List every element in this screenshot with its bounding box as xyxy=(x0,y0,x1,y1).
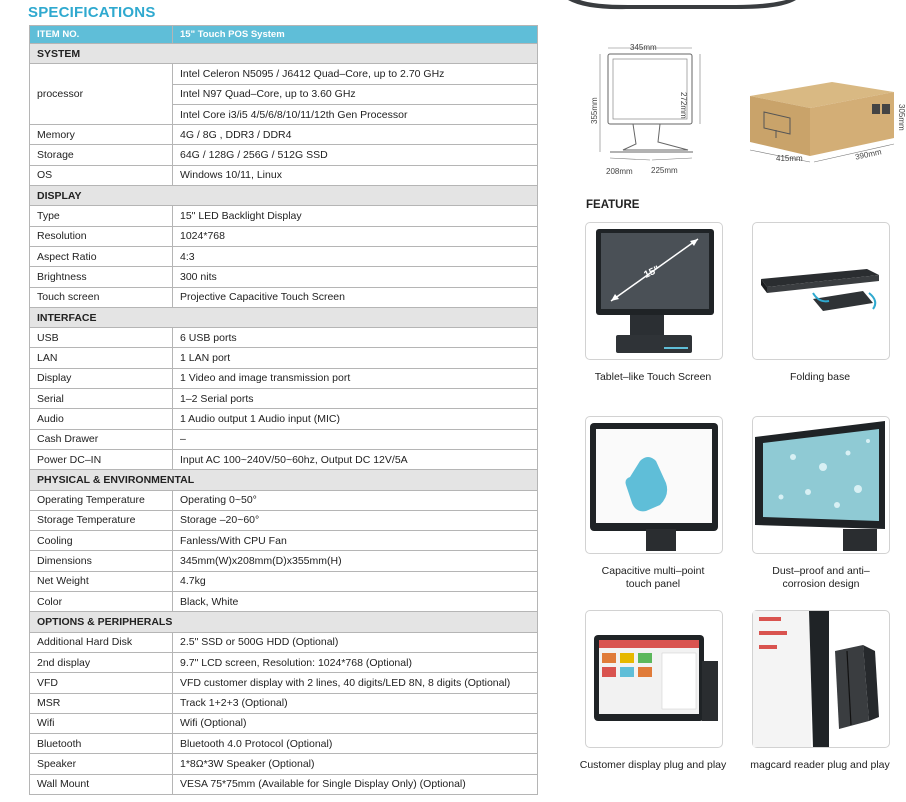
table-row xyxy=(30,206,538,226)
row-label: Resolution xyxy=(30,226,173,246)
section-interface: INTERFACE xyxy=(30,307,538,327)
table-row xyxy=(30,368,538,388)
page-title: SPECIFICATIONS xyxy=(28,4,156,21)
header-value: 15" Touch POS System xyxy=(173,26,538,44)
row-value: 1 LAN port xyxy=(173,348,538,368)
row-label: Type xyxy=(30,206,173,226)
row-label: Bluetooth xyxy=(30,734,173,754)
row-label: Display xyxy=(30,368,173,388)
section-system: SYSTEM xyxy=(30,44,538,64)
table-row xyxy=(30,64,538,84)
table-header-row xyxy=(30,26,538,44)
table-row xyxy=(30,551,538,571)
row-label: Additional Hard Disk xyxy=(30,632,173,652)
customer-display-image xyxy=(586,611,722,747)
dim-depth-label: 208mm xyxy=(606,167,633,176)
section-row xyxy=(30,470,538,490)
section-row xyxy=(30,186,538,206)
table-row xyxy=(30,713,538,733)
table-row xyxy=(30,734,538,754)
table-row xyxy=(30,409,538,429)
box-width-label: 390mm xyxy=(854,147,883,162)
row-label: Wifi xyxy=(30,713,173,733)
screen-size-label: 15" xyxy=(642,264,662,281)
row-value: Storage –20~60° xyxy=(173,510,538,530)
row-value: Windows 10/11, Linux xyxy=(173,165,538,185)
magcard-reader-image xyxy=(753,611,889,747)
section-physical: PHYSICAL & ENVIRONMENTAL xyxy=(30,470,538,490)
folding-base-image xyxy=(753,223,889,359)
table-row xyxy=(30,145,538,165)
table-row xyxy=(30,632,538,652)
row-value: VFD customer display with 2 lines, 40 digits/LED 8N, 8 digits (Optional) xyxy=(173,673,538,693)
row-value: 6 USB ports xyxy=(173,328,538,348)
table-row xyxy=(30,510,538,530)
feature-caption: Folding base xyxy=(789,371,851,383)
feature-caption: Dust–proof and anti–corrosion design xyxy=(772,565,870,590)
row-value: 4G / 8G , DDR3 / DDR4 xyxy=(173,125,538,145)
row-value: Track 1+2+3 (Optional) xyxy=(173,693,538,713)
row-label: Brightness xyxy=(30,267,173,287)
row-label: Speaker xyxy=(30,754,173,774)
row-value: Input AC 100~240V/50~60hz, Output DC 12V/5A xyxy=(173,449,538,469)
table-row xyxy=(30,774,538,794)
row-label: processor xyxy=(30,64,173,125)
row-value: – xyxy=(173,429,538,449)
table-row xyxy=(30,226,538,246)
row-value: Black, White xyxy=(173,592,538,612)
device-base-image xyxy=(566,0,798,12)
table-row xyxy=(30,652,538,672)
row-label: Storage xyxy=(30,145,173,165)
feature-caption: magcard reader plug and play xyxy=(750,759,890,771)
dim-width-label: 345mm xyxy=(630,43,657,52)
table-row xyxy=(30,165,538,185)
row-value: 64G / 128G / 256G / 512G SSD xyxy=(173,145,538,165)
row-value: Intel N97 Quad–Core, up to 3.60 GHz xyxy=(173,84,538,104)
table-row xyxy=(30,348,538,368)
table-row xyxy=(30,449,538,469)
dim-screen-height-label: 272mm xyxy=(679,92,688,119)
row-value: 1 Video and image transmission port xyxy=(173,368,538,388)
row-label: Storage Temperature xyxy=(30,510,173,530)
row-label: Cooling xyxy=(30,531,173,551)
row-value: 4.7kg xyxy=(173,571,538,591)
row-value: 9.7" LCD screen, Resolution: 1024*768 (Optional) xyxy=(173,652,538,672)
section-row xyxy=(30,44,538,64)
row-label: Power DC–IN xyxy=(30,449,173,469)
box-length-label: 415mm xyxy=(776,154,803,163)
table-row xyxy=(30,328,538,348)
table-row xyxy=(30,673,538,693)
row-value: Wifi (Optional) xyxy=(173,713,538,733)
table-row xyxy=(30,754,538,774)
feature-caption: Customer display plug and play xyxy=(579,759,727,771)
dimension-drawing xyxy=(588,42,716,178)
row-label: Wall Mount xyxy=(30,774,173,794)
row-label: OS xyxy=(30,165,173,185)
row-value: 1–2 Serial ports xyxy=(173,389,538,409)
dust-proof-image xyxy=(753,417,889,553)
section-display: DISPLAY xyxy=(30,186,538,206)
row-value: 345mm(W)x208mm(D)x355mm(H) xyxy=(173,551,538,571)
row-label: Cash Drawer xyxy=(30,429,173,449)
row-label: MSR xyxy=(30,693,173,713)
row-value: 300 nits xyxy=(173,267,538,287)
feature-card-folding-base xyxy=(752,222,890,360)
row-value: VESA 75*75mm (Available for Single Display Only) (Optional) xyxy=(173,774,538,794)
row-value: 1024*768 xyxy=(173,226,538,246)
feature-card-customer-display xyxy=(585,610,723,748)
table-row xyxy=(30,592,538,612)
feature-card-touch-panel xyxy=(585,416,723,554)
table-row xyxy=(30,287,538,307)
row-value: 4:3 xyxy=(173,246,538,266)
table-row xyxy=(30,531,538,551)
feature-caption: Tablet–like Touch Screen xyxy=(594,371,712,383)
table-row xyxy=(30,571,538,591)
row-value: Projective Capacitive Touch Screen xyxy=(173,287,538,307)
feature-card-dust-proof xyxy=(752,416,890,554)
touch-panel-image xyxy=(586,417,722,553)
pos-terminal-image xyxy=(586,223,722,359)
row-label: Audio xyxy=(30,409,173,429)
row-value: Fanless/With CPU Fan xyxy=(173,531,538,551)
dim-total-height-label: 355mm xyxy=(590,97,599,124)
feature-title: FEATURE xyxy=(586,199,640,211)
table-row xyxy=(30,429,538,449)
dim-base-label: 225mm xyxy=(651,166,678,175)
table-row xyxy=(30,389,538,409)
specifications-table xyxy=(29,25,538,795)
feature-caption: Capacitive multi–point touch panel xyxy=(601,565,705,590)
feature-card-tablet-screen xyxy=(585,222,723,360)
table-row xyxy=(30,125,538,145)
table-row xyxy=(30,267,538,287)
row-value: Bluetooth 4.0 Protocol (Optional) xyxy=(173,734,538,754)
box-height-label: 305mm xyxy=(897,104,906,131)
table-row xyxy=(30,490,538,510)
table-row xyxy=(30,246,538,266)
row-value: 1*8Ω*3W Speaker (Optional) xyxy=(173,754,538,774)
header-label: ITEM NO. xyxy=(30,26,173,44)
row-value: 1 Audio output 1 Audio input (MIC) xyxy=(173,409,538,429)
row-value: 2.5" SSD or 500G HDD (Optional) xyxy=(173,632,538,652)
table-row xyxy=(30,693,538,713)
row-value: Intel Celeron N5095 / J6412 Quad–Core, up to 2.70 GHz xyxy=(173,64,538,84)
section-options: OPTIONS & PERIPHERALS xyxy=(30,612,538,632)
section-row xyxy=(30,307,538,327)
row-label: 2nd display xyxy=(30,652,173,672)
row-label: USB xyxy=(30,328,173,348)
row-label: Color xyxy=(30,592,173,612)
row-label: Serial xyxy=(30,389,173,409)
row-value: Intel Core i3/i5 4/5/6/8/10/11/12th Gen Processor xyxy=(173,104,538,124)
row-value: 15" LED Backlight Display xyxy=(173,206,538,226)
feature-card-magcard-reader xyxy=(752,610,890,748)
row-label: Aspect Ratio xyxy=(30,246,173,266)
row-label: Dimensions xyxy=(30,551,173,571)
row-label: LAN xyxy=(30,348,173,368)
section-row xyxy=(30,612,538,632)
row-label: Memory xyxy=(30,125,173,145)
row-value: Operating 0~50° xyxy=(173,490,538,510)
row-label: Touch screen xyxy=(30,287,173,307)
row-label: Net Weight xyxy=(30,571,173,591)
row-label: Operating Temperature xyxy=(30,490,173,510)
row-label: VFD xyxy=(30,673,173,693)
